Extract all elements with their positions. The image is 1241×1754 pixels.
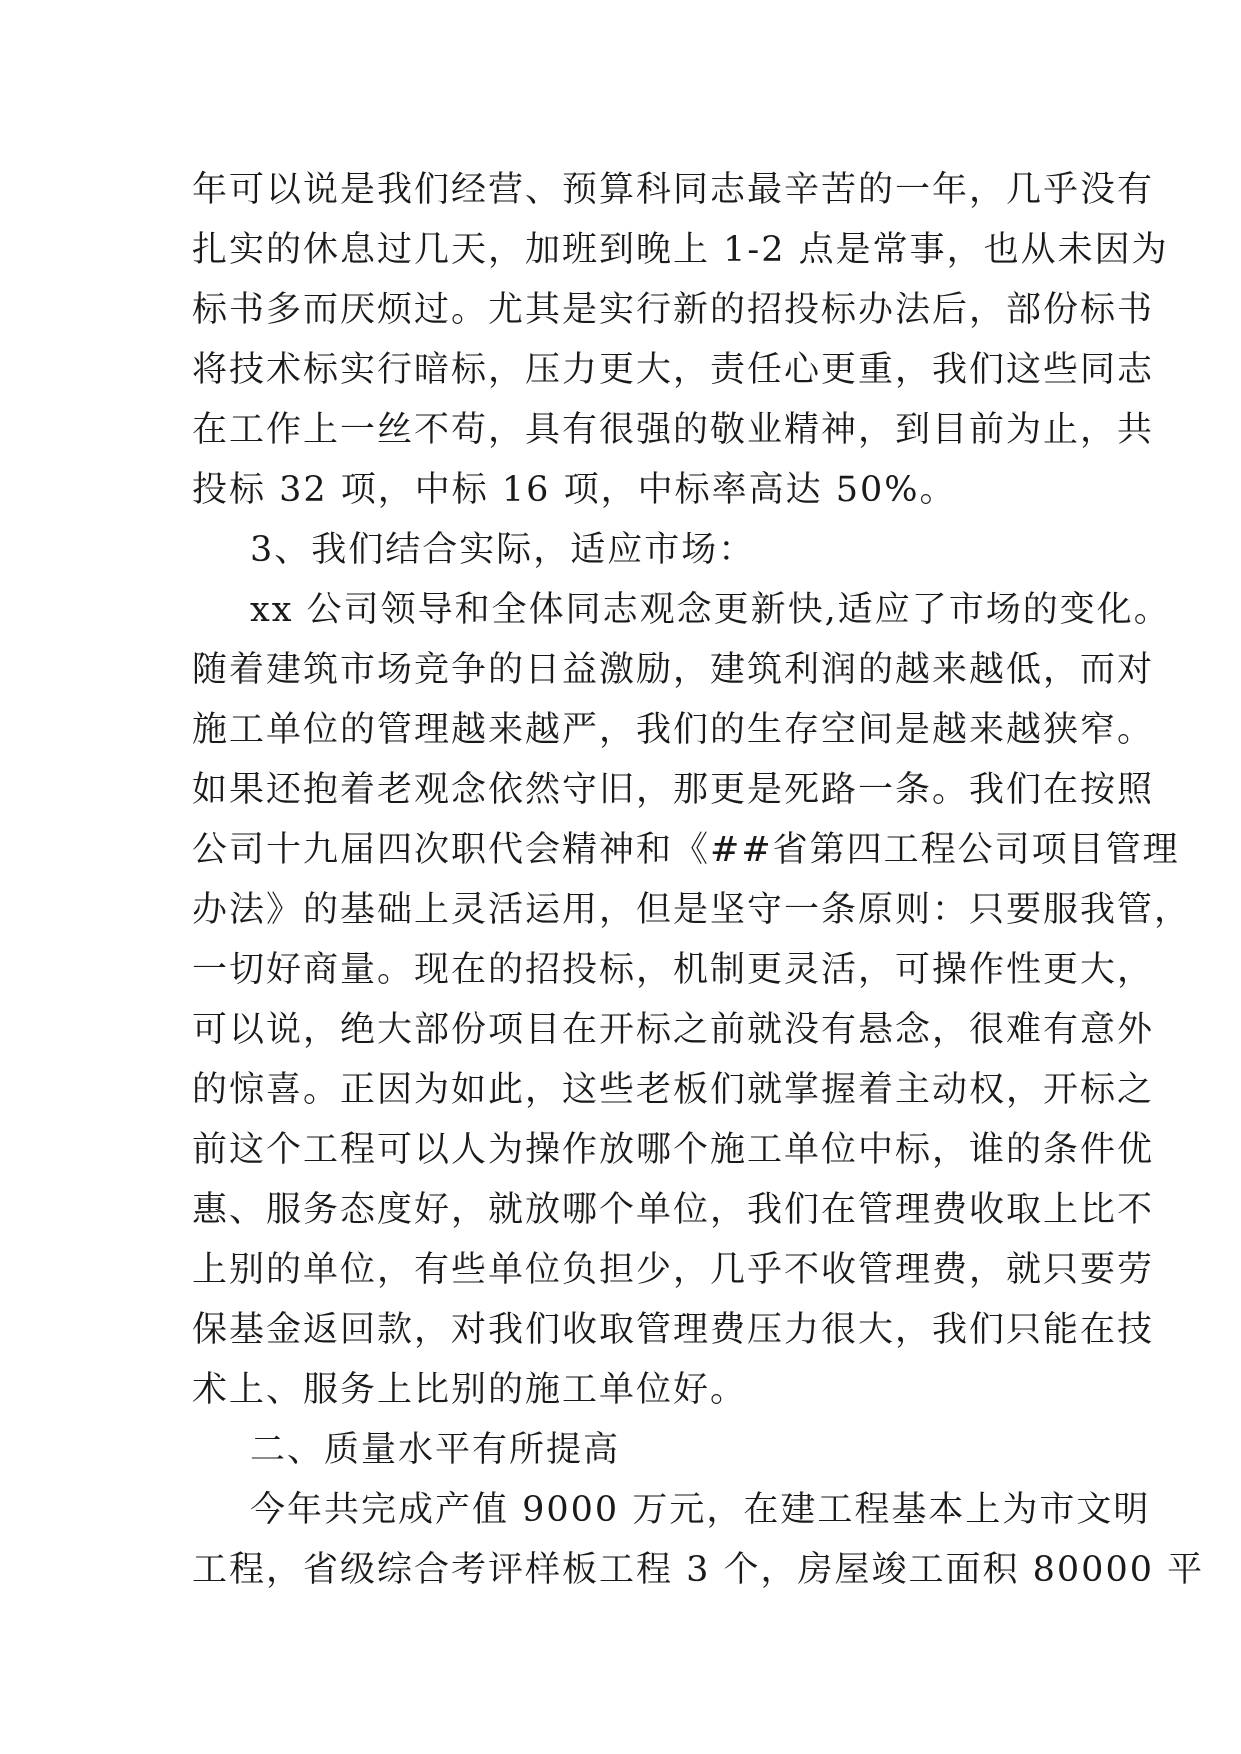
text-line: 可以说，绝大部份项目在开标之前就没有悬念，很难有意外 (192, 1010, 1155, 1050)
text-line: 术上、服务上比别的施工单位好。 (192, 1370, 748, 1410)
text-line: 在工作上一丝不苟，具有很强的敬业精神，到目前为止，共 (192, 410, 1155, 450)
text-line: 工程，省级综合考评样板工程 3 个，房屋竣工面积 80000 平 (192, 1550, 1205, 1590)
text-line: 二、质量水平有所提高 (250, 1430, 621, 1470)
text-line: 年可以说是我们经营、预算科同志最辛苦的一年，几乎没有 (192, 170, 1155, 210)
text-line: 如果还抱着老观念依然守旧，那更是死路一条。我们在按照 (192, 770, 1155, 810)
text-line: 投标 32 项，中标 16 项，中标率高达 50%。 (192, 470, 957, 510)
text-line: 一切好商量。现在的招投标，机制更灵活，可操作性更大， (192, 950, 1155, 990)
text-line: 惠、服务态度好，就放哪个单位，我们在管理费收取上比不 (192, 1190, 1155, 1230)
text-line: 今年共完成产值 9000 万元，在建工程基本上为市文明 (250, 1490, 1151, 1530)
text-line: 扎实的休息过几天，加班到晚上 1-2 点是常事，也从未因为 (192, 230, 1169, 270)
text-line: 将技术标实行暗标，压力更大，责任心更重，我们这些同志 (192, 350, 1155, 390)
text-line: 保基金返回款，对我们收取管理费压力很大，我们只能在技 (192, 1310, 1155, 1350)
text-line: 上别的单位，有些单位负担少，几乎不收管理费，就只要劳 (192, 1250, 1155, 1290)
text-line: 3、我们结合实际，适应市场： (250, 530, 756, 570)
text-line: 标书多而厌烦过。尤其是实行新的招投标办法后，部份标书 (192, 290, 1155, 330)
text-line: xx 公司领导和全体同志观念更新快,适应了市场的变化。 (250, 590, 1171, 630)
text-line: 办法》的基础上灵活运用，但是坚守一条原则：只要服我管， (192, 890, 1192, 930)
text-line: 的惊喜。正因为如此，这些老板们就掌握着主动权，开标之 (192, 1070, 1155, 1110)
text-line: 公司十九届四次职代会精神和《##省第四工程公司项目管理 (192, 830, 1180, 870)
text-line: 随着建筑市场竞争的日益激励，建筑利润的越来越低，而对 (192, 650, 1155, 690)
text-line: 前这个工程可以人为操作放哪个施工单位中标，谁的条件优 (192, 1130, 1155, 1170)
document-body (192, 160, 1205, 1600)
text-line: 施工单位的管理越来越严，我们的生存空间是越来越狭窄。 (192, 710, 1155, 750)
